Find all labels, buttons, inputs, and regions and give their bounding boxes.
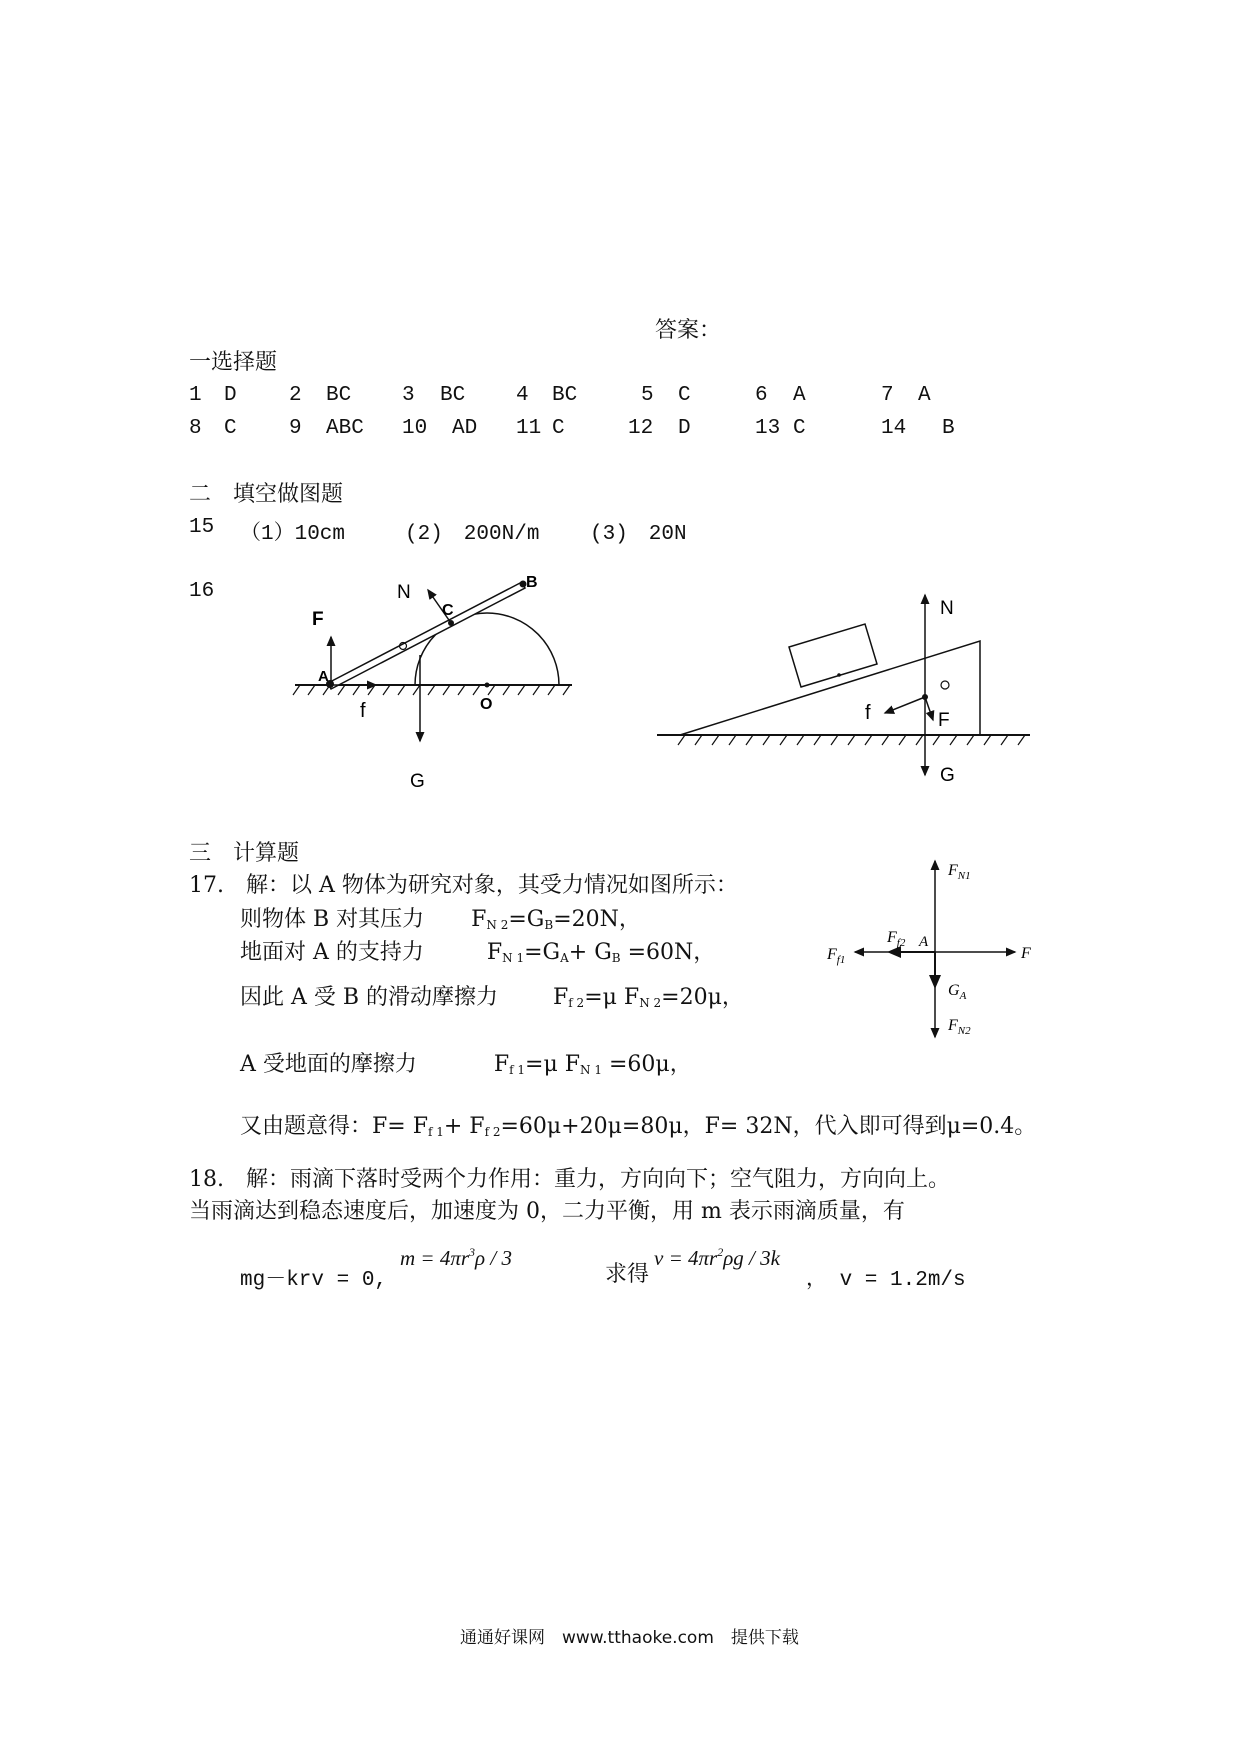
force-f-arrow: [925, 697, 933, 720]
label-f: F: [938, 710, 950, 731]
label-ff1: $F_{f1}$: [827, 946, 846, 966]
answer-value: D: [224, 384, 237, 407]
q15-answer-1: （1）10cm: [240, 523, 346, 546]
answer-value: AD: [452, 417, 478, 440]
answer-value: C: [793, 417, 806, 440]
q18-result: ， v = 1.2m/s: [806, 1269, 966, 1292]
answer-value: BC: [440, 384, 466, 407]
answer-value: C: [224, 417, 237, 440]
answer-value: D: [678, 417, 691, 440]
hemisphere: [415, 613, 559, 685]
q17-line-3: 地面对 A 的支持力 $F_{N 1}=G_A+ G_B =60N$，: [240, 940, 716, 965]
q18-eq-mass: $m = 4\pi r^3\rho / 3$: [400, 1245, 512, 1270]
answer-num: 9: [289, 417, 302, 440]
answer-num: 1: [189, 384, 202, 407]
q16-number: 16: [189, 580, 215, 603]
label-g: G: [940, 765, 955, 786]
label-ga: $G_A$: [948, 982, 967, 1002]
q18-line-1: 18. 解：雨滴下落时受两个力作用：重力，方向向下；空气阻力，方向向上。: [189, 1167, 950, 1192]
answer-value: C: [552, 417, 565, 440]
answer-value: A: [918, 384, 931, 407]
q17-line-2: 则物体 B 对其压力 $F_{N 2}=G_B=20N$，: [240, 907, 641, 932]
q17-line-1: 17. 解：以 A 物体为研究对象，其受力情况如图所示：: [189, 873, 738, 898]
answer-value: C: [678, 384, 691, 407]
q17-line-4: 因此 A 受 B 的滑动摩擦力 $F_{f 2}=\mu$ $F_{N 2}=20\mu$，: [240, 985, 744, 1010]
answer-num: 7: [881, 384, 894, 407]
answer-num: 4: [516, 384, 529, 407]
label-fn1: $F_{N1}$: [948, 862, 971, 882]
page-title: 答案：: [655, 318, 722, 343]
answer-num: 12: [628, 417, 654, 440]
page-footer: 通通好课网 www.tthaoke.com 提供下载: [460, 1628, 799, 1648]
rod-hemisphere-diagram: [290, 565, 590, 805]
answer-value: A: [793, 384, 806, 407]
q18-eq-balance: mg－krv = 0,: [240, 1269, 388, 1292]
q17-force-diagram: [815, 855, 1045, 1045]
label-small-f: f: [865, 702, 871, 724]
answer-num: 3: [402, 384, 415, 407]
section1-heading: 一选择题: [189, 350, 278, 375]
block-contact-dot: [837, 673, 841, 677]
label-f: F: [312, 609, 324, 630]
label-f: F: [1021, 945, 1031, 962]
action-point: [922, 694, 928, 700]
center-point: [485, 683, 490, 688]
q18-eq-velocity: $v = 4\pi r^2\rho g / 3k$: [654, 1245, 780, 1270]
label-n: N: [940, 598, 954, 619]
label-ff2: $F_{f2}$: [887, 929, 906, 949]
rod: [328, 582, 525, 689]
answer-value: BC: [326, 384, 352, 407]
answer-num: 5: [641, 384, 654, 407]
label-a: A: [919, 934, 929, 950]
answer-num: 13: [755, 417, 781, 440]
label-a: A: [318, 668, 329, 685]
q17-line-6: 又由题意得：$F= F_{f 1}+ F_{f 2}=60\mu+20\mu=80\mu$，F= 32N，代入即可得到μ=0.4。: [240, 1114, 1037, 1139]
ground-hatching: [678, 735, 1025, 745]
answer-num: 8: [189, 417, 202, 440]
q18-solve-label: 求得: [605, 1262, 650, 1287]
section3-heading: 三 计算题: [189, 841, 300, 866]
label-small-f: f: [360, 700, 366, 722]
incline-block-diagram: [640, 585, 1040, 795]
answer-value: ABC: [326, 417, 364, 440]
q17-line-5: A 受地面的摩擦力 $F_{f 1}=\mu$ $F_{N 1} =60\mu$，: [240, 1052, 692, 1077]
center-of-mass-mark: [941, 681, 949, 689]
label-fn2: $F_{N2}$: [948, 1017, 971, 1037]
answer-value: BC: [552, 384, 578, 407]
q15-answer-2: (2) 200N/m: [405, 523, 540, 546]
answer-num: 11: [516, 417, 542, 440]
answer-num: 10: [402, 417, 428, 440]
friction-f-arrow: [885, 697, 925, 713]
answer-value: B: [942, 417, 955, 440]
q18-line-2: 当雨滴达到稳态速度后，加速度为 0，二力平衡，用 m 表示雨滴质量，有: [189, 1199, 905, 1224]
label-b: B: [526, 574, 538, 591]
q15-number: 15: [189, 516, 215, 539]
label-n: N: [397, 582, 411, 603]
label-g: G: [410, 771, 425, 792]
answer-num: 6: [755, 384, 768, 407]
label-o: O: [480, 696, 493, 713]
label-c: C: [442, 602, 454, 619]
answer-num: 2: [289, 384, 302, 407]
answer-num: 14: [881, 417, 907, 440]
q15-answer-3: (3) 20N: [590, 523, 687, 546]
section2-heading: 二 填空做图题: [189, 482, 344, 507]
